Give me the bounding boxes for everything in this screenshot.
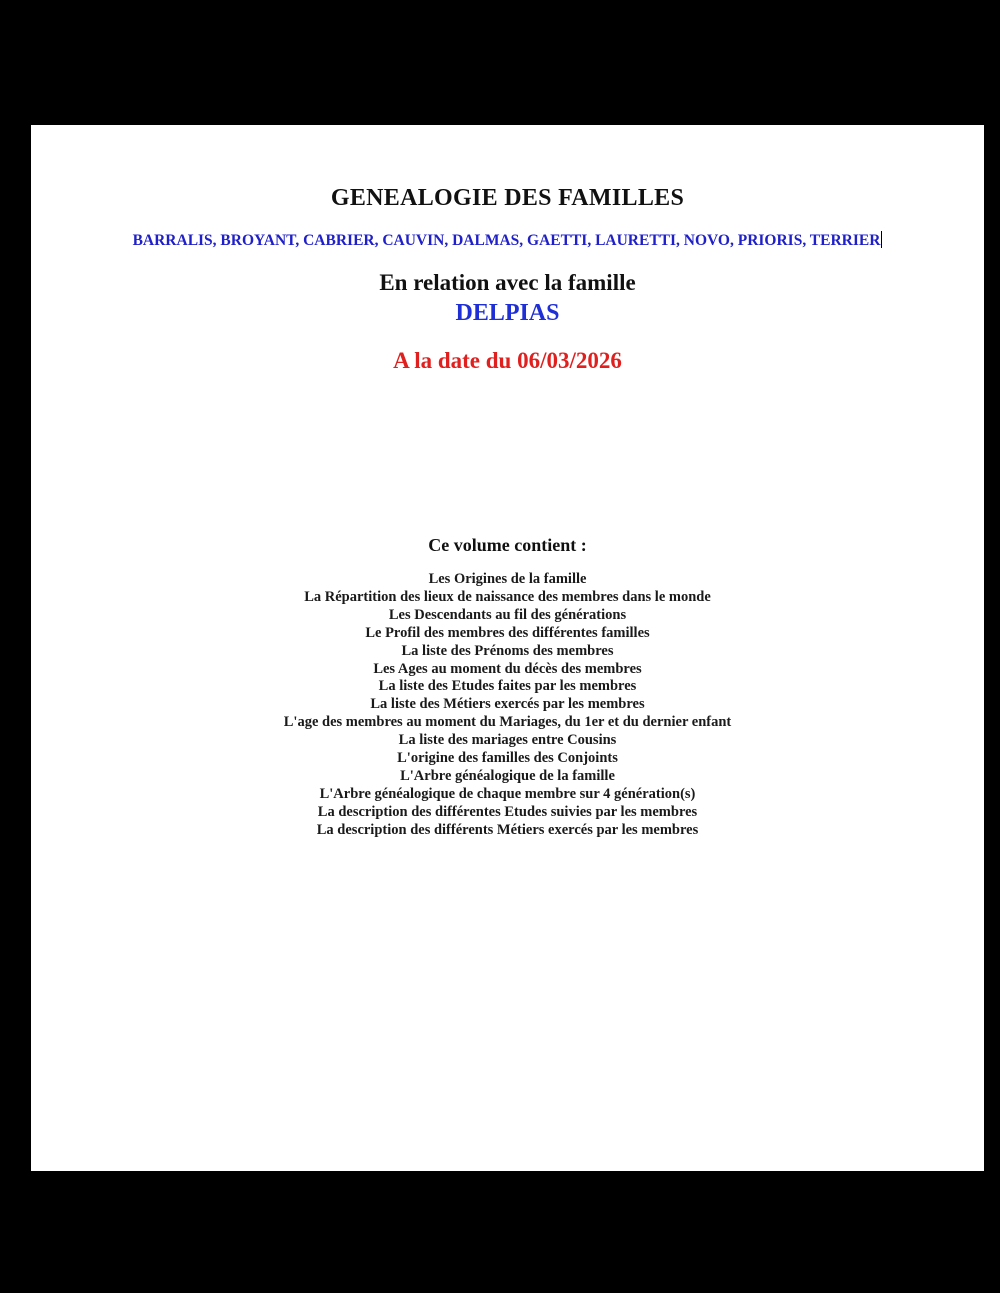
family-names-line bbox=[31, 231, 984, 250]
text-cursor bbox=[881, 231, 882, 248]
contents-item: L'Arbre généalogique de la famille bbox=[400, 767, 615, 784]
contents-item: La description des différents Métiers exercés par les membres bbox=[316, 821, 699, 838]
contents-item: La description des différentes Etudes suivies par les membres bbox=[317, 803, 698, 820]
contents-item: L'origine des familles des Conjoints bbox=[397, 750, 618, 767]
document-title: GENEALOGIE DES FAMILLES bbox=[330, 185, 685, 211]
contents-list bbox=[31, 571, 984, 840]
contents-item: La Répartition des lieux de naissance des membres dans le monde bbox=[304, 588, 711, 605]
contents-item: Les Ages au moment du décès des membres bbox=[373, 660, 642, 677]
family-names-text: BARRALIS, BROYANT, CABRIER, CAUVIN, DALMAS, GAETTI, LAURETTI, NOVO, PRIORIS, TERRIER bbox=[132, 232, 881, 249]
contents-item: La liste des Etudes faites par les membres bbox=[378, 678, 637, 695]
contents-item: La liste des mariages entre Cousins bbox=[398, 732, 617, 749]
contents-item: La liste des Métiers exercés par les membres bbox=[370, 696, 645, 713]
contents-item: Les Origines de la famille bbox=[428, 571, 587, 587]
document-page bbox=[31, 125, 984, 1171]
contents-item: La liste des Prénoms des membres bbox=[401, 642, 614, 659]
date-line: A la date du 06/03/2026 bbox=[393, 348, 622, 373]
relation-text: En relation avec la famille bbox=[379, 270, 636, 295]
contents-item: Le Profil des membres des différentes familles bbox=[365, 624, 650, 641]
contents-item: L'age des membres au moment du Mariages, du 1er et du dernier enfant bbox=[283, 714, 732, 731]
contents-item: Les Descendants au fil des générations bbox=[388, 606, 627, 623]
relation-family-name: DELPIAS bbox=[455, 300, 560, 326]
contents-item: L'Arbre généalogique de chaque membre sur 4 génération(s) bbox=[319, 785, 696, 802]
contents-heading: Ce volume contient : bbox=[428, 535, 587, 555]
